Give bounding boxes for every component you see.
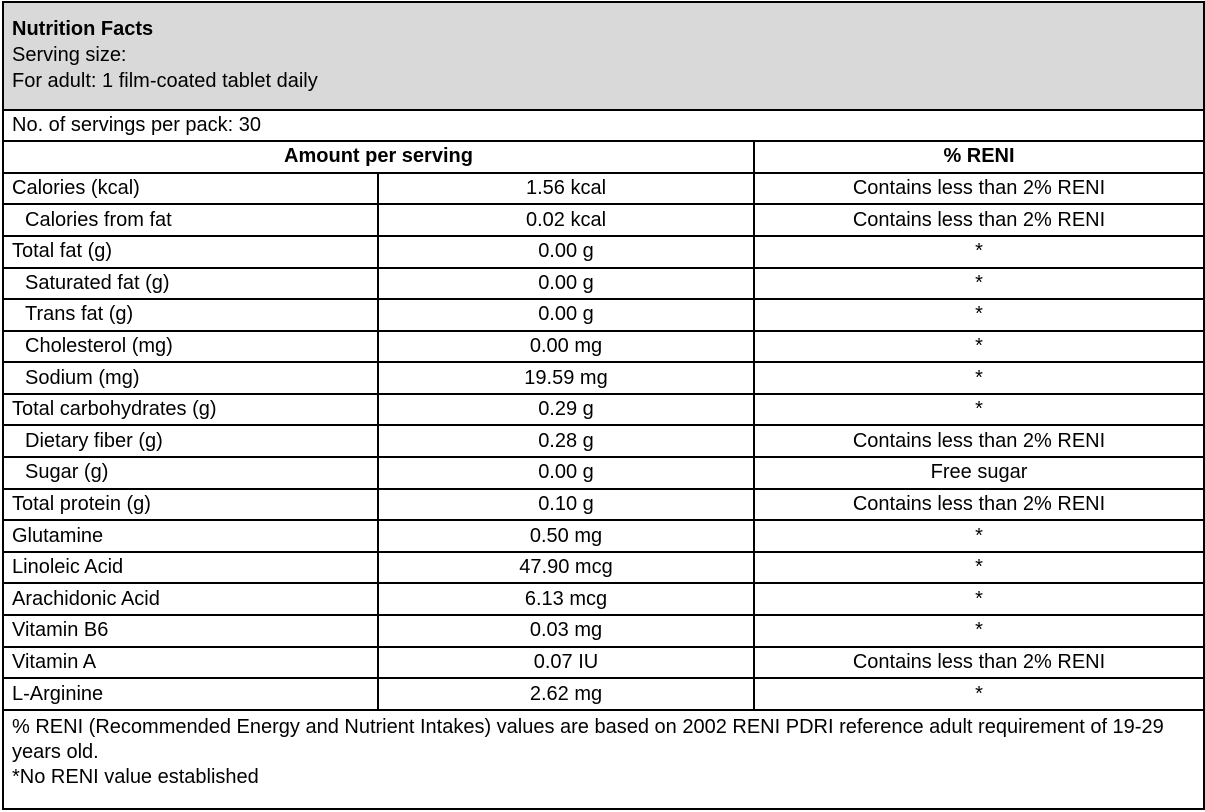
amount-per-serving: 0.00 g (378, 268, 754, 300)
column-header-reni: % RENI (754, 141, 1204, 173)
column-header-row (3, 141, 1204, 173)
table-row (3, 173, 1204, 205)
reni-value: * (754, 615, 1204, 647)
table-title: Nutrition Facts (12, 17, 154, 40)
amount-per-serving: 0.00 g (378, 299, 754, 331)
reni-value: * (754, 268, 1204, 300)
table-row (3, 362, 1204, 394)
table-row (3, 236, 1204, 268)
footer-cell (3, 710, 1204, 809)
nutrient-name: Sugar (g) (3, 457, 378, 489)
reni-value: * (754, 583, 1204, 615)
reni-value: * (754, 552, 1204, 584)
reni-value: Free sugar (754, 457, 1204, 489)
amount-per-serving: 0.28 g (378, 425, 754, 457)
amount-per-serving: 0.02 kcal (378, 204, 754, 236)
reni-value: * (754, 394, 1204, 426)
amount-per-serving: 1.56 kcal (378, 173, 754, 205)
amount-per-serving: 0.50 mg (378, 520, 754, 552)
nutrient-name: Linoleic Acid (3, 552, 378, 584)
reni-value: Contains less than 2% RENI (754, 647, 1204, 679)
nutrient-name: Saturated fat (g) (3, 268, 378, 300)
footer-asterisk-note: *No RENI value established (12, 765, 259, 788)
footer-row (3, 710, 1204, 809)
nutrient-name: L-Arginine (3, 678, 378, 710)
reni-value: Contains less than 2% RENI (754, 425, 1204, 457)
reni-value: * (754, 236, 1204, 268)
amount-per-serving: 0.00 g (378, 457, 754, 489)
amount-per-serving: 0.00 mg (378, 331, 754, 363)
reni-value: Contains less than 2% RENI (754, 173, 1204, 205)
table-row (3, 647, 1204, 679)
nutrient-name: Vitamin A (3, 647, 378, 679)
nutrition-facts-table (2, 1, 1205, 810)
amount-per-serving: 47.90 mcg (378, 552, 754, 584)
nutrient-name: Arachidonic Acid (3, 583, 378, 615)
reni-value: * (754, 678, 1204, 710)
header-cell (3, 2, 1204, 110)
table-row (3, 615, 1204, 647)
servings-row (3, 110, 1204, 142)
amount-per-serving: 0.07 IU (378, 647, 754, 679)
serving-size-value: For adult: 1 film-coated tablet daily (12, 69, 318, 92)
table-row (3, 299, 1204, 331)
amount-per-serving: 0.03 mg (378, 615, 754, 647)
reni-value: Contains less than 2% RENI (754, 489, 1204, 521)
table-row (3, 678, 1204, 710)
reni-value: * (754, 520, 1204, 552)
nutrient-name: Cholesterol (mg) (3, 331, 378, 363)
table-row (3, 331, 1204, 363)
amount-per-serving: 6.13 mcg (378, 583, 754, 615)
table-row (3, 204, 1204, 236)
amount-per-serving: 2.62 mg (378, 678, 754, 710)
header-row (3, 2, 1204, 110)
nutrient-name: Total carbohydrates (g) (3, 394, 378, 426)
nutrient-name: Glutamine (3, 520, 378, 552)
nutrient-name: Calories (kcal) (3, 173, 378, 205)
nutrient-name: Vitamin B6 (3, 615, 378, 647)
table-row (3, 489, 1204, 521)
serving-size-label: Serving size: (12, 43, 127, 66)
table-row (3, 552, 1204, 584)
footer-note: % RENI (Recommended Energy and Nutrient Intakes) values are based on 2002 RENI PDRI reference adult requirement of 19-29 years old. (12, 715, 1164, 763)
reni-value: * (754, 299, 1204, 331)
nutrient-name: Trans fat (g) (3, 299, 378, 331)
servings-per-pack: No. of servings per pack: 30 (3, 110, 1204, 142)
nutrient-name: Total protein (g) (3, 489, 378, 521)
amount-per-serving: 0.29 g (378, 394, 754, 426)
table-row (3, 394, 1204, 426)
amount-per-serving: 0.10 g (378, 489, 754, 521)
table-row (3, 457, 1204, 489)
nutrient-name: Dietary fiber (g) (3, 425, 378, 457)
nutrient-name: Total fat (g) (3, 236, 378, 268)
table-row (3, 583, 1204, 615)
reni-value: * (754, 331, 1204, 363)
table-row (3, 520, 1204, 552)
amount-per-serving: 0.00 g (378, 236, 754, 268)
table-row (3, 425, 1204, 457)
table-row (3, 268, 1204, 300)
column-header-amount: Amount per serving (3, 141, 754, 173)
reni-value: Contains less than 2% RENI (754, 204, 1204, 236)
nutrient-name: Sodium (mg) (3, 362, 378, 394)
reni-value: * (754, 362, 1204, 394)
amount-per-serving: 19.59 mg (378, 362, 754, 394)
nutrient-name: Calories from fat (3, 204, 378, 236)
